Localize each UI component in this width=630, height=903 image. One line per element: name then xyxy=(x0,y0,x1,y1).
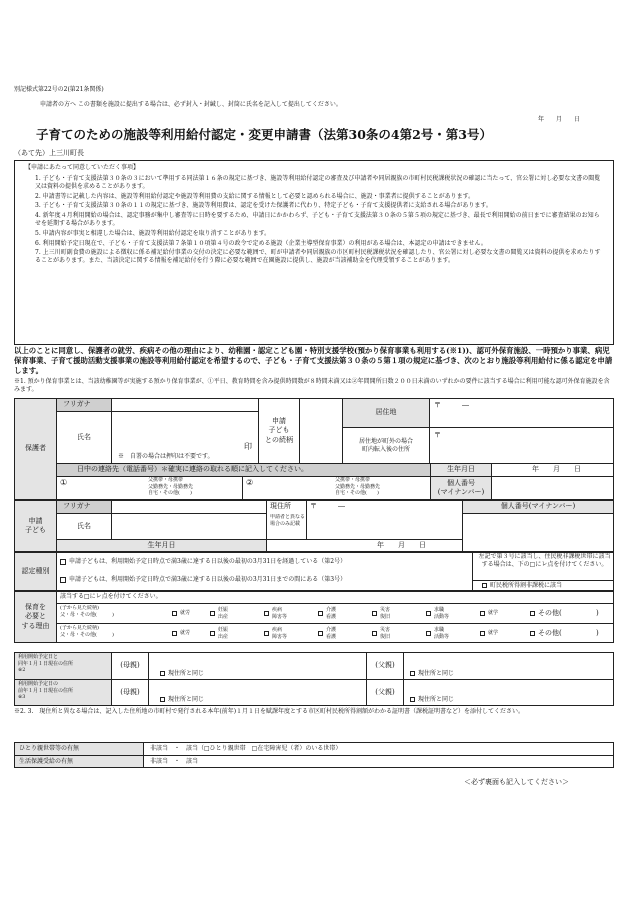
checkbox[interactable] xyxy=(60,559,66,565)
reason-option[interactable] xyxy=(530,606,590,621)
checkbox[interactable] xyxy=(160,671,165,676)
child-birthdate-field[interactable]: 年 月 日 xyxy=(377,540,426,549)
reason-option-label: 疾病 障害等 xyxy=(272,607,288,620)
reason-option-label: 妊娠 出産 xyxy=(218,627,229,640)
contact-1-label: ① xyxy=(60,478,68,487)
reason-row-2-options xyxy=(172,624,612,643)
reason-option-label: 災害 復旧 xyxy=(380,627,391,640)
reason-option-label: 就労 xyxy=(180,610,191,617)
same-text: 現住所と同じ xyxy=(168,669,205,677)
jan1-row-2-label: 利用開始予定日の 前年１月１日現在の住所 ※3 xyxy=(15,680,111,705)
reason-label: 保育を 必要と する理由 xyxy=(15,592,56,642)
agreement-item: 5. 申請内容が事実と相違した場合は、施設等利用給付認定を取り消すことがあります。 xyxy=(35,229,271,237)
contact-label: 日中の連絡先（電話番号）＊確実に連絡の取れる順に記入してください。 xyxy=(57,464,430,476)
checkbox[interactable] xyxy=(426,611,431,616)
reason-option-label: 災害 復旧 xyxy=(380,607,391,620)
checkbox[interactable] xyxy=(264,631,269,636)
reason-row-2-relation[interactable]: (子から見た続柄) 父・母・その他( ) xyxy=(60,625,114,638)
guardian-name-label: 氏名 xyxy=(77,432,91,441)
reason-option[interactable] xyxy=(372,626,416,641)
agreement-list xyxy=(35,175,603,265)
checkbox[interactable] xyxy=(410,697,415,702)
reason-option[interactable] xyxy=(372,606,416,621)
checkbox[interactable] xyxy=(210,611,215,616)
checkbox[interactable] xyxy=(410,671,415,676)
jan1-row-2-mother-same[interactable] xyxy=(160,695,260,704)
jan1-row-2-mother-label: (母親) xyxy=(120,687,140,696)
jan1-row-2-father-same[interactable] xyxy=(410,695,510,704)
reason-option[interactable] xyxy=(210,626,254,641)
category-option-2-text: 申請子どもは、利用開始予定日時点で満3歳に達する日以後の最初の3月31日を経過している（第2号） xyxy=(69,558,347,566)
guardian-furigana-label: フリガナ xyxy=(57,399,111,411)
agreement-item: 3. 子ども・子育て支援法第３０条の１１の規定に基づき、施設等利用費は、認定を受けた保護者に代わり、特定子ども・子育て支援提供者に支給される場合があります。 xyxy=(35,202,492,210)
current-address-label: 現住所 xyxy=(270,502,291,510)
guardian-mynumber-field[interactable] xyxy=(492,477,613,499)
jan1-row-1-mother-label: (母親) xyxy=(120,661,140,670)
checkbox[interactable] xyxy=(172,631,177,636)
reason-option[interactable] xyxy=(264,606,308,621)
footer-note: ＜必ず裏面も記入してください＞ xyxy=(464,778,569,786)
reason-option[interactable] xyxy=(426,626,470,641)
reason-option-label: その他( xyxy=(538,628,562,637)
reason-option[interactable] xyxy=(480,606,520,621)
reason-option-label: その他( xyxy=(538,608,562,617)
guardian-birthdate-field[interactable]: 年 月 日 xyxy=(532,465,581,474)
checkbox[interactable] xyxy=(264,611,269,616)
child-label: 申請 子ども xyxy=(15,501,56,551)
reason-option[interactable] xyxy=(318,626,362,641)
child-birthdate-label: 生年月日 xyxy=(57,540,266,551)
category-right-note: 左記で第３号に該当し、住民税非課税世帯に該当する場合は、下の□にレ点を付けてください。 xyxy=(478,553,611,568)
reason-option-label: 就労 xyxy=(180,630,191,637)
checkbox[interactable] xyxy=(160,697,165,702)
checkbox[interactable] xyxy=(60,577,66,583)
signature-note: ※ 自署の場合は押印は不要です。 xyxy=(118,453,214,461)
contact-2-label: ② xyxy=(246,478,254,487)
single-parent-value[interactable]: 非該当 ・ 該当（□ひとり親世帯 □在宅障害児（者）のいる世帯） xyxy=(150,745,342,753)
checkbox[interactable] xyxy=(318,631,323,636)
reason-option-label: 就学 xyxy=(488,630,499,637)
checkbox[interactable] xyxy=(172,611,177,616)
reason-option[interactable] xyxy=(426,606,470,621)
reason-other-close: ) xyxy=(596,608,599,617)
date-labels: 年 月 日 xyxy=(538,116,581,123)
agreement-item: 6. 利用開始予定日現在で、子ども・子育て支援法第７条第１０項第４号の政令で定める施設（企業主導型保育事業）の利用がある場合は、本認定の申請はできません。 xyxy=(35,239,487,247)
category-option-3-text: 申請子どもは、利用開始予定日時点で満3歳に達する日以後の最初の3月31日までの間にある（第3号） xyxy=(69,576,347,584)
reason-row-1-relation[interactable]: (子から見た続柄) 父・母・その他( ) xyxy=(60,605,114,618)
same-text: 現住所と同じ xyxy=(418,695,455,703)
nontaxable-check[interactable] xyxy=(482,581,612,590)
other-town-address-label: 居住地が町外の場合 町内転入後の住所 xyxy=(358,437,413,453)
note-2-3: ※2. 3. 現住所と異なる場合は、記入した住所地の市町村で発行される本年(前年)１月１日を賦課年度とする市区町村民税所得割額がわかる証明書（課税証明書など）を添付してください。 xyxy=(14,708,525,715)
checkbox[interactable] xyxy=(480,611,485,616)
page-title: 子育てのための施設等利用給付認定・変更申請書（法第30条の4第2号・第3号） xyxy=(36,127,492,142)
reason-option-label: 求職 活動等 xyxy=(434,607,450,620)
reason-instruction: 該当する□にレ点を付けてください。 xyxy=(60,593,162,601)
child-name-field[interactable] xyxy=(112,514,266,539)
reason-option-label: 求職 活動等 xyxy=(434,627,450,640)
address-field[interactable]: 〒 ― xyxy=(434,401,469,409)
agreement-item: 4. 新年度４月利用開始の場合は、認定事務が集中し審査等に日時を要するため、申請日にかかわらず、子ども・子育て支援法第３０条の５第５項の規定に基づき、最長で利用開始の前日までに審査結果のお知らせを延期する場合があります。 xyxy=(35,212,600,227)
applicant-note: 申請者の方へ この書類を施設に提出する場合は、必ず封入・封緘し、封筒に氏名を記入して提出してください。 xyxy=(40,101,342,108)
child-furigana-label: フリガナ xyxy=(57,501,111,513)
relation-label: 申請 子ども との続柄 xyxy=(265,416,293,444)
checkbox[interactable] xyxy=(318,611,323,616)
reason-option-label: 妊娠 出産 xyxy=(218,607,229,620)
relation-field[interactable] xyxy=(300,399,342,463)
jan1-row-2-father-label: (父親) xyxy=(375,687,395,696)
contact-2-options[interactable]: 父携帯・母携帯 父勤務先・母勤務先 自宅・その他( ) xyxy=(335,477,381,496)
reason-option[interactable] xyxy=(318,606,362,621)
checkbox[interactable] xyxy=(482,583,487,588)
checkbox[interactable] xyxy=(530,631,535,636)
reason-option-label: 介護 看護 xyxy=(326,627,337,640)
same-text: 現住所と同じ xyxy=(418,669,455,677)
child-mynumber-field[interactable] xyxy=(463,514,613,551)
jan1-row-1-mother-same[interactable] xyxy=(160,669,260,678)
checkbox[interactable] xyxy=(480,631,485,636)
reason-other-close: ) xyxy=(596,628,599,637)
declaration: 以上のことに同意し、保護者の就労、疾病その他の理由により、幼稚園・認定こども園・特別支援学校(預かり保育事業も利用する(※1))、認可外保育施設、一時預かり事業、病児保育事業、子育て援助活動支援事業の施設等利用給付認定を希望するので、子ども・子育て支援法第３０条の５第１項の規定に基づき、次のとおり施設等利用給付に係る認定を申請します。 xyxy=(14,346,613,376)
reason-option-label: 介護 看護 xyxy=(326,607,337,620)
guardian-name-field[interactable] xyxy=(112,412,258,463)
reason-option[interactable] xyxy=(480,626,520,641)
agreement-box xyxy=(14,160,614,345)
checkbox[interactable] xyxy=(372,611,377,616)
addressee: （あて先）上三川町長 xyxy=(14,149,84,157)
agreement-heading: 【申請にあたって同意していただく事項】 xyxy=(25,164,140,171)
reason-option-label: 疾病 障害等 xyxy=(272,627,288,640)
child-mynumber-label: 個人番号(マイナンバー) xyxy=(463,501,613,513)
current-address-note: 申請者と異なる 場合のみ記載 xyxy=(270,514,306,527)
jan1-row-1-label: 利用開始予定日と 同年１月１日現在の住所 ※2 xyxy=(15,653,111,679)
reason-option-label: 就学 xyxy=(488,610,499,617)
reason-option[interactable] xyxy=(210,606,254,621)
guardian-furigana-field[interactable] xyxy=(111,399,258,411)
note-1: ※1. 預かり保育事業とは、当該幼稚園等が実施する預かり保育事業が、①平日、教育時間を含み提供時間数が８時間未満又は②年間開所日数２００日未満のいずれかの要件に該当する場合に利用可能な認可外保育施設を含みます。 xyxy=(14,378,610,393)
checkbox[interactable] xyxy=(210,631,215,636)
seal-mark: 印 xyxy=(244,442,252,451)
category-label: 認定種別 xyxy=(15,553,56,590)
jan1-row-1-father-same[interactable] xyxy=(410,669,510,678)
jan1-row-1-father-label: (父親) xyxy=(375,661,395,670)
agreement-item: 1. 子ども・子育て支援法第３０条の３において準用する同法第１６条の規定に基づき、施設等利用給付認定の審査及び申請者や同居親族の市町村民税課税状況の確認に当たって、官公署に対し必要な文書の閲覧又は資料の提供を求めることがあります。 xyxy=(35,175,601,190)
agreement-item: 7. 上三川町副食費の施設による徴収に係る補足給付事業の交付の決定に必要な範囲で、町が申請者や同居親族の市区町村民税課税状況を確認したり、官公署に対し必要な文書の閲覧又は資料の提供を求めたりすることがあります。また、当該決定に関する情報を補足給付を行う際に必要な範囲で在園施設に提供し、施設が当該補助金を代理受領することがあります。 xyxy=(35,249,601,265)
contact-1-options[interactable]: 父携帯・母携帯 父勤務先・母勤務先 自宅・その他( ) xyxy=(148,477,194,496)
reason-option[interactable] xyxy=(172,626,200,641)
guardian-mynumber-label: 個人番号 (マイナンバー) xyxy=(431,477,491,499)
reason-option[interactable] xyxy=(264,626,308,641)
guardian-label: 保護者 xyxy=(15,399,56,499)
welfare-value[interactable]: 非該当 ・ 該当 xyxy=(150,757,199,765)
reason-row-1-options xyxy=(172,604,612,623)
current-address-field[interactable]: 〒 ― xyxy=(310,502,345,510)
child-furigana-field[interactable] xyxy=(112,501,266,513)
reason-option[interactable] xyxy=(172,606,200,621)
address-label: 居住地 xyxy=(343,399,429,427)
category-option-2[interactable] xyxy=(60,555,470,569)
form-number: 別記様式第22号の2(第21条関係) xyxy=(14,86,104,93)
other-town-address-field[interactable]: 〒 xyxy=(434,431,441,439)
checkbox[interactable] xyxy=(426,631,431,636)
same-text: 現住所と同じ xyxy=(168,695,205,703)
welfare-label: 生活保護受給の有無 xyxy=(15,756,143,767)
checkbox[interactable] xyxy=(372,631,377,636)
category-option-3[interactable] xyxy=(60,573,470,587)
child-name-label: 氏名 xyxy=(77,521,91,530)
nontaxable-check-text: 町民税所得割非課税に該当 xyxy=(490,581,563,589)
guardian-birthdate-label: 生年月日 xyxy=(431,464,491,476)
single-parent-label: ひとり親世帯等の有無 xyxy=(15,743,143,755)
reason-option[interactable] xyxy=(530,626,590,641)
agreement-item: 2. 申請書等に記載した内容は、施設等利用給付認定や施設等利用費の支給に関する情報として必要と認められる場合に、施設・事業者に提供することがあります。 xyxy=(35,192,475,200)
checkbox[interactable] xyxy=(530,611,535,616)
